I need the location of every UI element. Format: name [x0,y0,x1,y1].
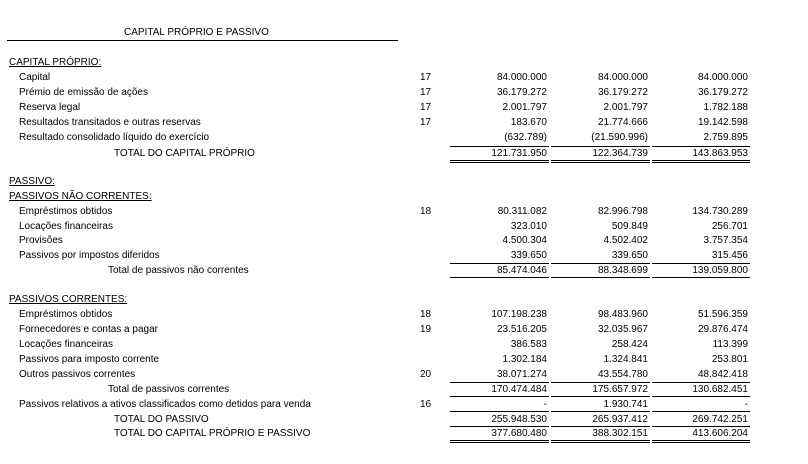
correntes-total-value-col3: 130.682.451 [692,384,748,395]
total-passivo-rule-col1 [450,426,549,427]
nao-correntes-row-value-col2: 4.502.402 [603,235,648,246]
total-cp-passivo-label: TOTAL DO CAPITAL PRÓPRIO E PASSIVO [114,428,311,439]
nao-correntes-row-label: Provisões [19,235,63,246]
correntes-total-rule-col2 [551,396,650,397]
correntes-subtotal-rule-col1 [450,382,549,383]
correntes-row-label: Passivos para imposto corrente [19,354,160,365]
capital-row-value-col1: 36.179.272 [496,87,547,98]
correntes-row-value-col2: 258.424 [611,339,648,350]
capital-row-value-col3: 84.000.000 [697,72,748,83]
nao-correntes-row-label: Passivos por impostos diferidos [19,250,160,261]
nao-correntes-total-value-col3: 139.059.800 [692,265,748,276]
capital-total-double-rule-col2 [551,160,650,163]
passivos-correntes-heading: PASSIVOS CORRENTES: [9,294,128,305]
nao-correntes-total-value-col1: 85.474.046 [496,265,547,276]
nao-correntes-row-label: Locações financeiras [19,221,113,232]
correntes-row-label: Empréstimos obtidos [19,309,113,320]
capital-row-value-col2: 84.000.000 [597,72,648,83]
total-passivo-value-col2: 265.937.412 [592,414,648,425]
nao-correntes-row-value-col1: 339.650 [510,250,547,261]
capital-row-value-col2: (21.590.996) [591,132,648,143]
correntes-row-label: Outros passivos correntes [19,369,136,380]
capital-total-value-col2: 122.364.739 [592,148,648,159]
nao-correntes-row-value-col3: 3.757.354 [703,235,748,246]
correntes-row-value-col2: 43.554.780 [597,369,648,380]
capital-row-value-col3: 19.142.598 [697,117,748,128]
nao-correntes-row-note: 18 [420,206,432,217]
correntes-row-value-col1: 1.302.184 [502,354,547,365]
capital-row-value-col1: 183.670 [510,117,547,128]
total-cp-passivo-value-col2: 388.302.151 [592,428,648,439]
capital-subtotal-rule-col3 [652,146,750,147]
correntes-row-note: 18 [420,309,432,320]
correntes-row-value-col1: 107.198.238 [491,309,547,320]
capital-row-value-col3: 2.759.895 [703,132,748,143]
total-passivo-value-col1: 255.948.530 [491,414,547,425]
correntes-row-value-col1: 23.516.205 [496,324,547,335]
correntes-total-label: Total de passivos correntes [108,384,230,395]
correntes-total-value-col2: 175.657.972 [592,384,648,395]
document-title: CAPITAL PRÓPRIO E PASSIVO [124,27,269,38]
correntes-row-value-col3: 29.876.474 [697,324,748,335]
correntes-row-value-col1: 38.071.274 [496,369,547,380]
capital-row-note: 17 [420,72,432,83]
capital-proprio-heading: CAPITAL PRÓPRIO: [9,57,102,68]
total-cp-passivo-value-col1: 377.680.480 [491,428,547,439]
capital-row-note: 17 [420,117,432,128]
detidos-venda-row-value-col3: - [744,399,748,410]
correntes-row-value-col2: 98.483.960 [597,309,648,320]
correntes-total-rule-col3 [652,396,750,397]
nao-correntes-row-value-col2: 339.650 [611,250,648,261]
nao-correntes-row-value-col1: 80.311.082 [497,206,547,217]
capital-row-value-col1: 84.000.000 [496,72,547,83]
total-cp-passivo-double-rule-col1 [450,440,549,443]
correntes-row-value-col3: 253.801 [711,354,748,365]
capital-total-value-col3: 143.863.953 [692,148,748,159]
capital-row-value-col2: 2.001.797 [603,102,648,113]
capital-subtotal-rule-col2 [551,146,650,147]
correntes-subtotal-rule-col3 [652,382,750,383]
detidos-venda-row-value-col2: 1.930.741 [603,399,648,410]
nao-correntes-subtotal-rule-col2 [551,263,650,264]
correntes-row-value-col2: 32.035.967 [597,324,648,335]
detidos-venda-rule-col2 [551,411,650,412]
total-cp-passivo-value-col3: 413.606.204 [692,428,748,439]
correntes-row-note: 19 [420,324,432,335]
passivos-nao-correntes-heading: PASSIVOS NÃO CORRENTES: [9,191,152,202]
passivo-heading: PASSIVO: [9,176,55,187]
nao-correntes-row-value-col1: 4.500.304 [502,235,547,246]
correntes-row-value-col1: 386.583 [510,339,547,350]
detidos-venda-row-value-col1: - [543,399,547,410]
capital-row-label: Prémio de emissão de ações [19,87,148,98]
correntes-total-value-col1: 170.474.484 [491,384,547,395]
detidos-venda-rule-col3 [652,411,750,412]
capital-row-label: Resultados transitados e outras reservas [19,117,201,128]
correntes-row-note: 20 [420,369,432,380]
title-divider [7,40,398,41]
nao-correntes-row-label: Empréstimos obtidos [19,206,113,217]
correntes-total-rule-col1 [450,396,549,397]
nao-correntes-total-label: Total de passivos não correntes [108,265,249,276]
capital-total-double-rule-col1 [450,160,549,163]
capital-total-value-col1: 121.731.950 [491,148,547,159]
correntes-row-label: Fornecedores e contas a pagar [19,324,158,335]
nao-correntes-row-value-col1: 323.010 [510,221,547,232]
capital-row-value-col3: 1.782.188 [703,102,748,113]
capital-total-double-rule-col3 [652,160,750,163]
correntes-subtotal-rule-col2 [551,382,650,383]
total-passivo-rule-col3 [652,426,750,427]
nao-correntes-total-rule-col3 [652,277,750,278]
nao-correntes-total-value-col2: 88.348.699 [597,265,648,276]
total-passivo-label: TOTAL DO PASSIVO [114,414,209,425]
nao-correntes-row-value-col3: 256.701 [711,221,748,232]
nao-correntes-subtotal-rule-col3 [652,263,750,264]
total-cp-passivo-double-rule-col2 [551,440,650,443]
detidos-venda-row-label: Passivos relativos a ativos classificados como detidos para venda [19,399,311,410]
nao-correntes-row-value-col3: 134.730.289 [692,206,748,217]
nao-correntes-row-value-col2: 509.849 [611,221,648,232]
capital-row-value-col1: (632.789) [504,132,547,143]
total-passivo-rule-col2 [551,426,650,427]
total-passivo-value-col3: 269.742.251 [692,414,748,425]
capital-row-value-col2: 36.179.272 [597,87,648,98]
detidos-venda-rule-col1 [450,411,549,412]
correntes-row-value-col2: 1.324.841 [603,354,648,365]
correntes-row-label: Locações financeiras [19,339,113,350]
capital-row-label: Resultado consolidado líquido do exercício [19,132,210,143]
capital-row-label: Capital [19,72,51,83]
correntes-row-value-col3: 113.399 [712,339,748,350]
correntes-row-value-col3: 48.842.418 [697,369,748,380]
nao-correntes-row-value-col3: 315.456 [711,250,748,261]
capital-subtotal-rule-col1 [450,146,549,147]
nao-correntes-total-rule-col1 [450,277,549,278]
capital-row-value-col1: 2.001.797 [502,102,547,113]
nao-correntes-row-value-col2: 82.996.798 [597,206,648,217]
capital-row-value-col3: 36.179.272 [697,87,748,98]
capital-row-note: 17 [420,102,432,113]
detidos-venda-row-note: 16 [420,399,432,410]
nao-correntes-total-rule-col2 [551,277,650,278]
capital-total-label: TOTAL DO CAPITAL PRÓPRIO [114,148,255,159]
total-cp-passivo-double-rule-col3 [652,440,750,443]
capital-row-value-col2: 21.774.666 [597,117,648,128]
correntes-row-value-col3: 51.596.359 [697,309,748,320]
nao-correntes-subtotal-rule-col1 [450,263,549,264]
capital-row-note: 17 [420,87,432,98]
capital-row-label: Reserva legal [19,102,81,113]
